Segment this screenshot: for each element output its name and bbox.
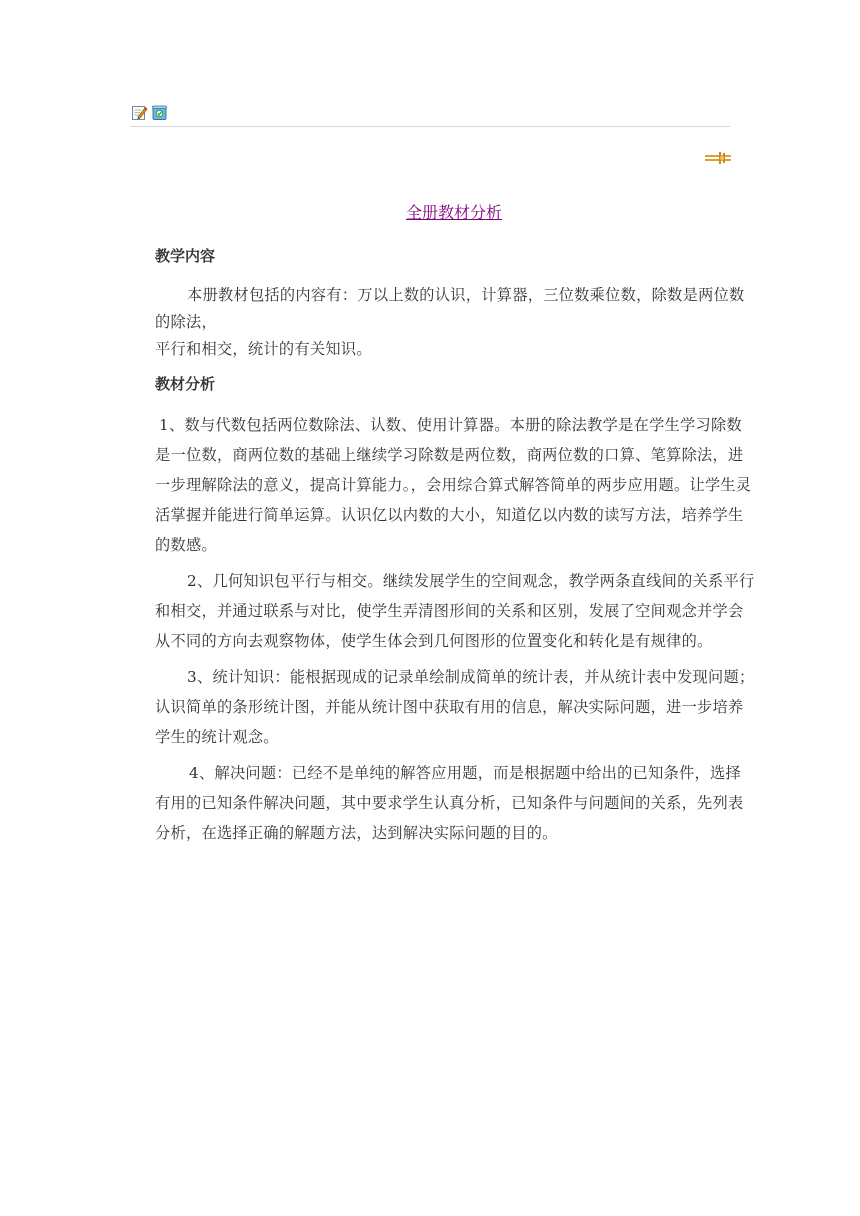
section-heading-teaching-content: 教学内容 [155,247,216,265]
delete-icon[interactable] [151,104,168,121]
post-toolbar [131,104,168,122]
paragraph-content-intro: 本册教材包括的内容有：万以上数的认识，计算器，三位数乘位数，除数是两位数的除法， [155,286,745,331]
document-title-link[interactable]: 全册教材分析 [405,203,502,222]
section-heading-material-analysis: 教材分析 [155,375,216,393]
paragraph-item-1: 1、数与代数包括两位数除法、认数、使用计算器。本册的除法教学是在学生学习除数是一位数，商两位数的基础上继续学习除数是两位数，商两位数的口算、笔算除法，进一步理解除法的意义，提高计算能力。，会用综合算式解答简单的两步应用题。让学生灵活掌握并能进行简单运算。认识亿以内数的大小，知道亿以内数的读写方法，培养学生的数感。 [155,416,752,554]
paragraph-item-3: 3、统计知识：能根据现成的记录单绘制成简单的统计表，并从统计表中发现问题；认识简单的条形统计图，并能从统计图中获取有用的信息，解决实际问题，进一步培养学生的统计观念。 [155,668,755,746]
ornament-icon [704,150,732,166]
edit-icon[interactable] [131,104,148,121]
header-divider [130,126,730,127]
paragraph-item-2: 2、几何知识包平行与相交。继续发展学生的空间观念，教学两条直线间的关系平行和相交，并通过联系与对比，使学生弄清图形间的关系和区别，发展了空间观念并学会从不同的方向去观察物体，使学生体会到几何图形的位置变化和转化是有规律的。 [155,572,755,650]
paragraph-content-intro-continued: 平行和相交，统计的有关知识。 [155,340,372,358]
document-body [155,242,755,848]
paragraph-item-4: 4、解决问题：已经不是单纯的解答应用题，而是根据题中给出的已知条件，选择有用的已知条件解决问题，其中要求学生认真分析，已知条件与问题间的关系，先列表分析，在选择正确的解题方法，达到解决实际问题的目的。 [155,764,744,842]
